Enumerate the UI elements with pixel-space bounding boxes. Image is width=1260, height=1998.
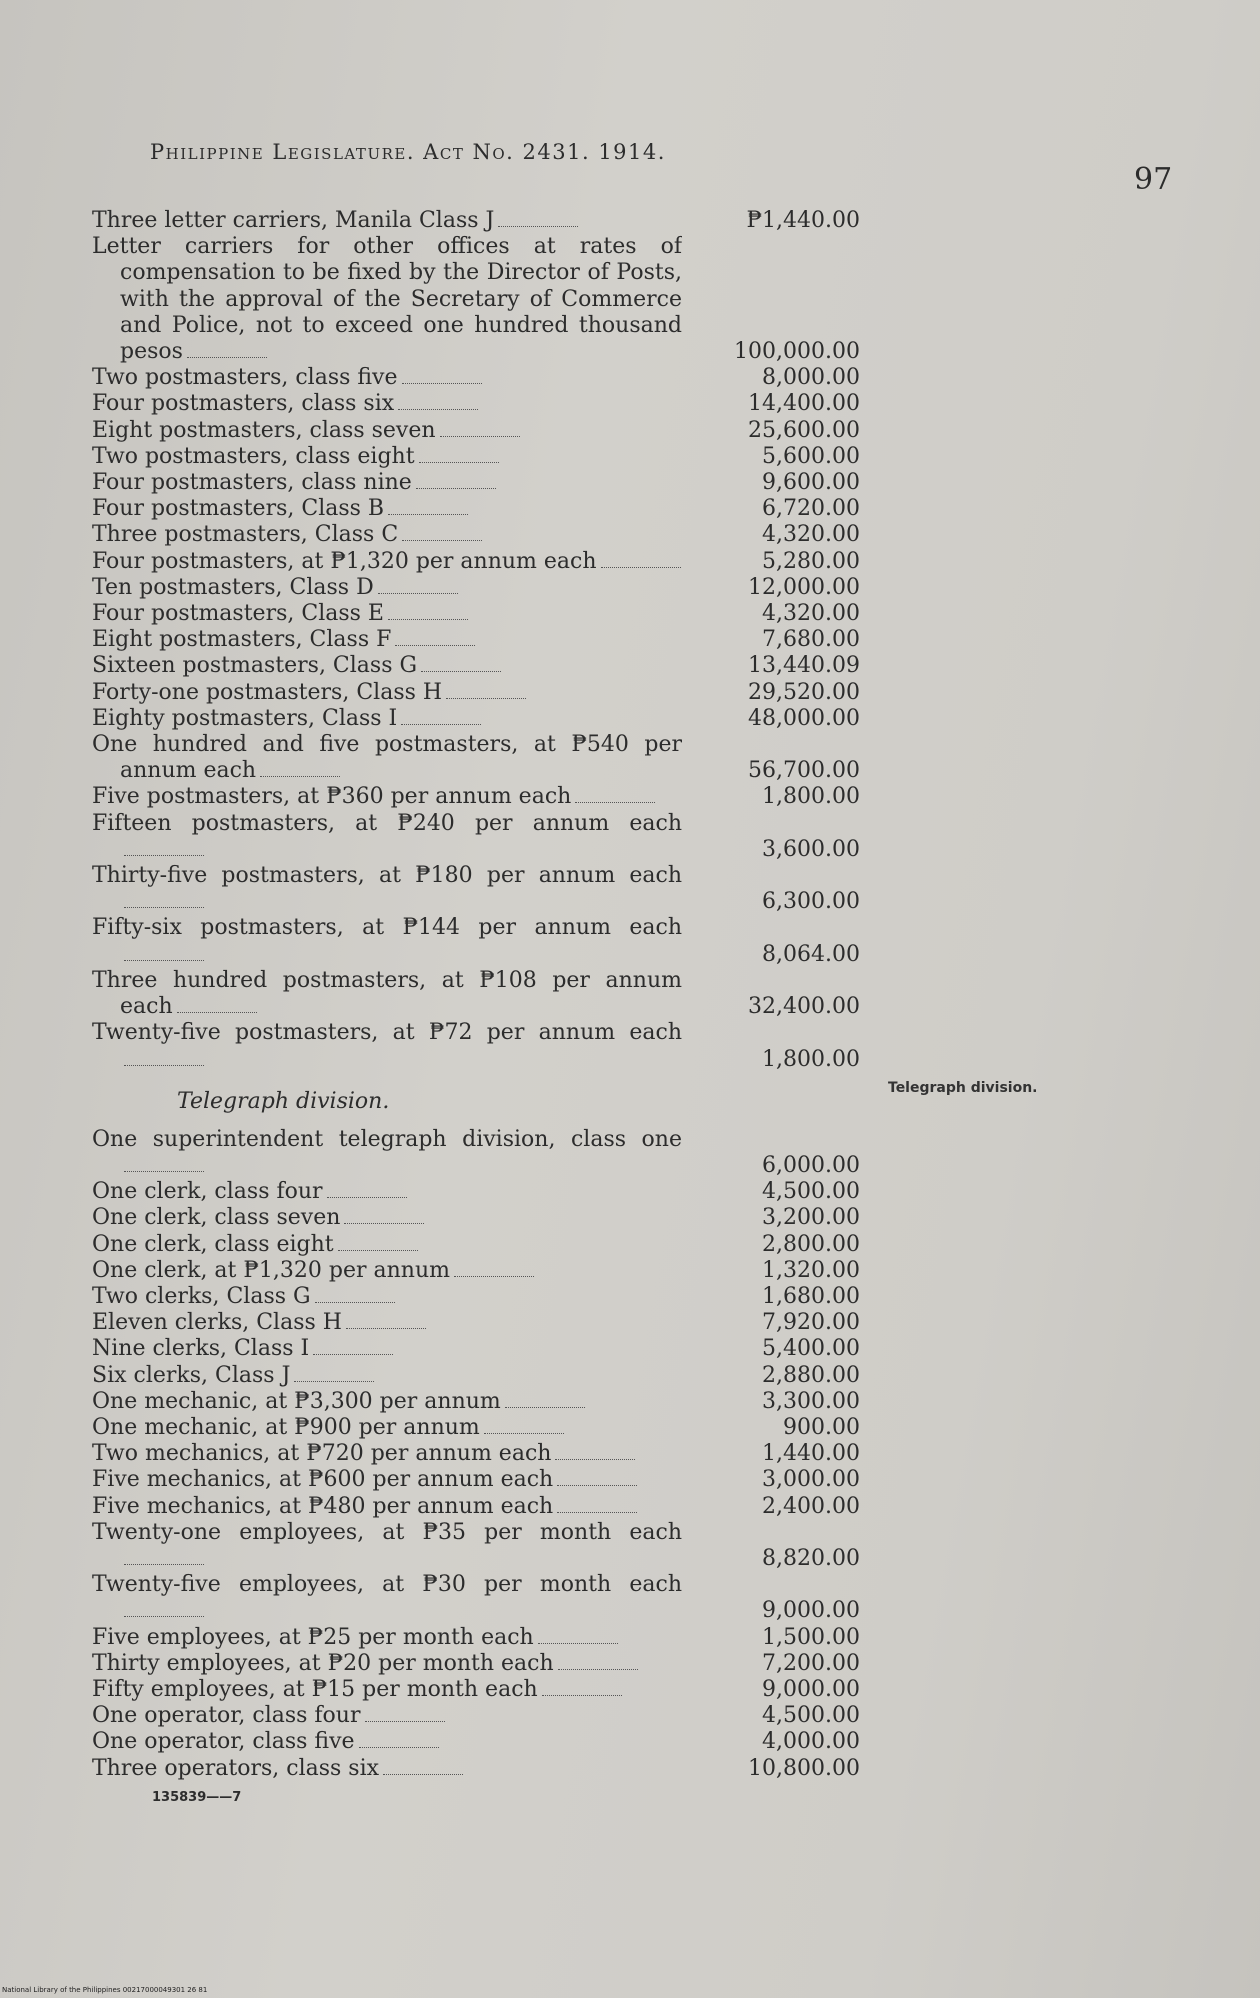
dot-leader (187, 341, 267, 358)
line-item-description (92, 968, 682, 1020)
line-item-description (92, 1363, 682, 1389)
line-item-description (92, 863, 682, 915)
dot-leader (558, 1653, 638, 1670)
line-item-text: Two postmasters, class eight (92, 443, 415, 469)
line-item-amount: 9,000.00 (762, 1676, 860, 1702)
line-item-amount: 2,400.00 (762, 1493, 860, 1519)
dot-leader (484, 1417, 564, 1434)
line-item-description (92, 811, 682, 863)
dot-leader (383, 1758, 463, 1775)
dot-leader (498, 210, 578, 227)
dot-leader (124, 944, 204, 961)
line-item-amount: 56,700.00 (748, 758, 860, 784)
dot-leader (557, 1469, 637, 1486)
line-item-amount: 3,200.00 (762, 1205, 860, 1231)
line-item-description (92, 1703, 682, 1729)
line-item-description (92, 1232, 682, 1258)
line-item-amount: 8,064.00 (762, 941, 860, 967)
page-number: 97 (1134, 162, 1173, 197)
dot-leader (419, 446, 499, 463)
line-item-text: Eleven clerks, Class H (92, 1310, 342, 1336)
line-item-description (92, 1625, 682, 1651)
line-item (92, 706, 862, 732)
line-item (92, 732, 862, 784)
line-item-text: Three hundred postmasters, at ₱108 per annum each (92, 967, 682, 1020)
line-item-text: One operator, class five (92, 1729, 355, 1755)
line-item (92, 575, 862, 601)
line-item-description (92, 1756, 682, 1782)
dot-leader (124, 1155, 204, 1172)
line-item (92, 601, 862, 627)
line-item-text: Eight postmasters, Class F (92, 627, 392, 653)
line-item-text: Twenty-five employees, at ₱30 per month each (92, 1572, 682, 1598)
line-item (92, 234, 862, 365)
line-item-description (92, 418, 682, 444)
line-item (92, 1441, 862, 1467)
dot-leader (454, 1260, 534, 1277)
dot-leader (124, 839, 204, 856)
line-item-text: Eighty postmasters, Class I (92, 705, 398, 731)
line-item-amount: 9,600.00 (762, 470, 860, 496)
line-item-amount: 12,000.00 (748, 574, 860, 600)
dot-leader (124, 1548, 204, 1565)
line-item-description (92, 1336, 682, 1362)
dot-leader (346, 1312, 426, 1329)
line-item (92, 1310, 862, 1336)
dot-leader (327, 1181, 407, 1198)
dot-leader (378, 577, 458, 594)
line-item-description (92, 1205, 682, 1231)
line-item (92, 811, 862, 863)
line-item (92, 522, 862, 548)
line-item-text: Five mechanics, at ₱600 per annum each (92, 1467, 554, 1493)
dot-leader (398, 393, 478, 410)
line-item-amount: 7,200.00 (762, 1650, 860, 1676)
dot-leader (260, 760, 340, 777)
line-item-amount: 6,300.00 (762, 889, 860, 915)
line-item (92, 1572, 862, 1624)
line-item-description (92, 444, 682, 470)
line-item (92, 653, 862, 679)
line-item-amount: 9,000.00 (762, 1598, 860, 1624)
line-item (92, 1205, 862, 1231)
dot-leader (313, 1338, 393, 1355)
line-item-text: Fifteen postmasters, at ₱240 per annum each (92, 810, 682, 836)
line-item (92, 1020, 862, 1072)
line-item-amount: 3,300.00 (762, 1388, 860, 1414)
line-item-description (92, 365, 682, 391)
line-item-amount: 32,400.00 (748, 994, 860, 1020)
line-item-description (92, 732, 682, 784)
line-item-amount: 5,400.00 (762, 1336, 860, 1362)
section-heading: Telegraph division. (177, 1088, 390, 1114)
line-item-amount: 1,320.00 (762, 1257, 860, 1283)
line-item (92, 1703, 862, 1729)
dot-leader (344, 1207, 424, 1224)
line-item-amount: 13,440.09 (748, 653, 860, 679)
line-item (92, 627, 862, 653)
line-item-text: Thirty employees, at ₱20 per month each (92, 1650, 554, 1676)
line-item-description (92, 496, 682, 522)
dot-leader (401, 708, 481, 725)
dot-leader (538, 1627, 618, 1644)
line-item (92, 1232, 862, 1258)
dot-leader (177, 996, 257, 1013)
line-item-text: Four postmasters, Class E (92, 601, 384, 627)
dot-leader (557, 1496, 637, 1513)
line-item-amount: 4,320.00 (762, 601, 860, 627)
line-item-text: Nine clerks, Class I (92, 1336, 310, 1362)
dot-leader (124, 891, 204, 908)
dot-leader (395, 629, 475, 646)
dot-leader (124, 1049, 204, 1066)
dot-leader (124, 1600, 204, 1617)
line-item-description (92, 1651, 682, 1677)
dot-leader (359, 1731, 439, 1748)
line-item-description (92, 915, 682, 967)
line-item (92, 470, 862, 496)
line-item (92, 444, 862, 470)
line-item-description (92, 1467, 682, 1493)
line-item-text: One clerk, class four (92, 1179, 323, 1205)
line-item (92, 391, 862, 417)
line-item (92, 968, 862, 1020)
line-item (92, 915, 862, 967)
line-item-description (92, 1179, 682, 1205)
line-item-text: Fifty-six postmasters, at ₱144 per annum each (92, 915, 682, 941)
line-item-text: One mechanic, at ₱3,300 per annum (92, 1388, 501, 1414)
dot-leader (294, 1365, 374, 1382)
line-item-description (92, 601, 682, 627)
line-item-description (92, 1310, 682, 1336)
line-item (92, 365, 862, 391)
line-item-text: Eight postmasters, class seven (92, 417, 436, 443)
appropriation-list (92, 208, 862, 1782)
line-item-description (92, 549, 682, 575)
line-item-text: Fifty employees, at ₱15 per month each (92, 1676, 538, 1702)
line-item-text: Five employees, at ₱25 per month each (92, 1624, 534, 1650)
line-item (92, 680, 862, 706)
line-item-amount: 4,320.00 (762, 522, 860, 548)
line-item-amount: 8,000.00 (762, 365, 860, 391)
dot-leader (421, 655, 501, 672)
line-item-amount: 1,800.00 (762, 1046, 860, 1072)
line-item-amount: 900.00 (783, 1414, 860, 1440)
line-item (92, 863, 862, 915)
line-item-text: Five postmasters, at ₱360 per annum each (92, 784, 572, 810)
line-item (92, 1127, 862, 1179)
line-item-text: Six clerks, Class J (92, 1362, 291, 1388)
line-item-text: Three operators, class six (92, 1755, 380, 1781)
line-item (92, 418, 862, 444)
line-item-amount: 1,800.00 (762, 784, 860, 810)
line-item-amount: 2,880.00 (762, 1362, 860, 1388)
line-item-description (92, 522, 682, 548)
line-item (92, 1284, 862, 1310)
line-item (92, 1729, 862, 1755)
line-item (92, 1677, 862, 1703)
line-item-amount: ₱1,440.00 (746, 208, 860, 233)
line-item (92, 1520, 862, 1572)
dot-leader (402, 367, 482, 384)
line-item-amount: 5,600.00 (762, 443, 860, 469)
line-item-description (92, 1389, 682, 1415)
line-item-text: One mechanic, at ₱900 per annum (92, 1414, 480, 1440)
line-item-description (92, 627, 682, 653)
printer-signature-mark: 135839——7 (152, 1790, 242, 1805)
line-item-amount: 7,920.00 (762, 1310, 860, 1336)
line-item-description (92, 1020, 682, 1072)
line-item (92, 1179, 862, 1205)
line-item-text: Two clerks, Class G (92, 1283, 311, 1309)
line-item-text: Ten postmasters, Class D (92, 574, 374, 600)
line-item-text: Three letter carriers, Manila Class J (92, 208, 495, 233)
line-item-amount: 1,440.00 (762, 1441, 860, 1467)
line-item (92, 549, 862, 575)
line-item-text: Twenty-one employees, at ₱35 per month each (92, 1519, 682, 1545)
line-item-description (92, 1127, 682, 1179)
line-item-text: Forty-one postmasters, Class H (92, 679, 443, 705)
line-item-amount: 2,800.00 (762, 1231, 860, 1257)
line-item-text: Two postmasters, class five (92, 365, 398, 391)
line-item-amount: 4,500.00 (762, 1179, 860, 1205)
line-item-description (92, 575, 682, 601)
line-item (92, 1336, 862, 1362)
line-item (92, 1258, 862, 1284)
line-item-amount: 4,500.00 (762, 1703, 860, 1729)
line-item-amount: 14,400.00 (748, 391, 860, 417)
line-item-description (92, 1415, 682, 1441)
dot-leader (555, 1443, 635, 1460)
line-item-text: Thirty-five postmasters, at ₱180 per annum each (92, 863, 682, 889)
line-item (92, 1756, 862, 1782)
line-item-amount: 48,000.00 (748, 705, 860, 731)
line-item-amount: 7,680.00 (762, 627, 860, 653)
line-item-description (92, 208, 682, 234)
line-item-description (92, 680, 682, 706)
line-item (92, 784, 862, 810)
line-item-text: Sixteen postmasters, Class G (92, 653, 418, 679)
line-item-description (92, 706, 682, 732)
line-item (92, 1363, 862, 1389)
dot-leader (315, 1286, 395, 1303)
line-item-description (92, 784, 682, 810)
dot-leader (575, 786, 655, 803)
running-head: Philippine Legislature. Act No. 2431. 1914. (150, 140, 666, 164)
line-item-amount: 8,820.00 (762, 1545, 860, 1571)
line-item-description (92, 1441, 682, 1467)
dot-leader (388, 498, 468, 515)
line-item-amount: 4,000.00 (762, 1729, 860, 1755)
dot-leader (505, 1391, 585, 1408)
line-item-text: Two mechanics, at ₱720 per annum each (92, 1441, 552, 1467)
line-item-description (92, 234, 682, 365)
dot-leader (440, 420, 520, 437)
line-item-text: One hundred and five postmasters, at ₱540 per annum each (92, 732, 682, 784)
margin-note: Telegraph division. (888, 1080, 1038, 1096)
library-stamp: National Library of the Philippines 00217000049301 26 81 (2, 1986, 208, 1994)
dot-leader (402, 524, 482, 541)
line-item-text: Three postmasters, Class C (92, 522, 399, 548)
line-item-text: One clerk, at ₱1,320 per annum (92, 1257, 450, 1283)
line-item-amount: 100,000.00 (734, 339, 860, 365)
dot-leader (365, 1705, 445, 1722)
line-item-description (92, 470, 682, 496)
line-item-text: One clerk, class eight (92, 1231, 334, 1257)
line-item (92, 1494, 862, 1520)
line-item-description (92, 1520, 682, 1572)
line-item-text: Five mechanics, at ₱480 per annum each (92, 1493, 554, 1519)
line-item-amount: 10,800.00 (748, 1755, 860, 1781)
line-item-amount: 6,000.00 (762, 1152, 860, 1178)
dot-leader (542, 1679, 622, 1696)
line-item-description (92, 1572, 682, 1624)
line-item (92, 208, 862, 234)
line-item-text: One clerk, class seven (92, 1205, 341, 1231)
line-item-description (92, 1729, 682, 1755)
line-item-amount: 29,520.00 (748, 679, 860, 705)
line-item-text: Four postmasters, at ₱1,320 per annum each (92, 548, 597, 574)
line-item (92, 1625, 862, 1651)
line-item (92, 1415, 862, 1441)
dot-leader (388, 603, 468, 620)
line-item-text: Four postmasters, Class B (92, 496, 385, 522)
dot-leader (338, 1234, 418, 1251)
line-item-description (92, 1258, 682, 1284)
line-item-description (92, 391, 682, 417)
dot-leader (416, 472, 496, 489)
line-item-description (92, 653, 682, 679)
line-item (92, 1389, 862, 1415)
line-item-amount: 3,000.00 (762, 1467, 860, 1493)
line-item (92, 1467, 862, 1493)
line-item-description (92, 1677, 682, 1703)
line-item-amount: 5,280.00 (762, 548, 860, 574)
dot-leader (446, 682, 526, 699)
line-item-text: Four postmasters, class nine (92, 470, 412, 496)
dot-leader (601, 551, 681, 568)
line-item-amount: 1,680.00 (762, 1283, 860, 1309)
line-item-text: Twenty-five postmasters, at ₱72 per annum each (92, 1020, 682, 1046)
line-item-amount: 25,600.00 (748, 417, 860, 443)
line-item-text: Four postmasters, class six (92, 391, 395, 417)
line-item-text: One operator, class four (92, 1703, 361, 1729)
line-item (92, 1651, 862, 1677)
line-item-description (92, 1494, 682, 1520)
line-item-text: One superintendent telegraph division, class one (92, 1126, 682, 1152)
line-item-amount: 3,600.00 (762, 836, 860, 862)
line-item-description (92, 1284, 682, 1310)
line-item-text: Letter carriers for other offices at rates of compensation to be fixed by the Director of Posts, with the approval of the Secretary of Commerce and Police, not to exceed one hundred thousand pesos (92, 234, 682, 365)
line-item-amount: 1,500.00 (762, 1624, 860, 1650)
line-item (92, 496, 862, 522)
line-item-amount: 6,720.00 (762, 496, 860, 522)
